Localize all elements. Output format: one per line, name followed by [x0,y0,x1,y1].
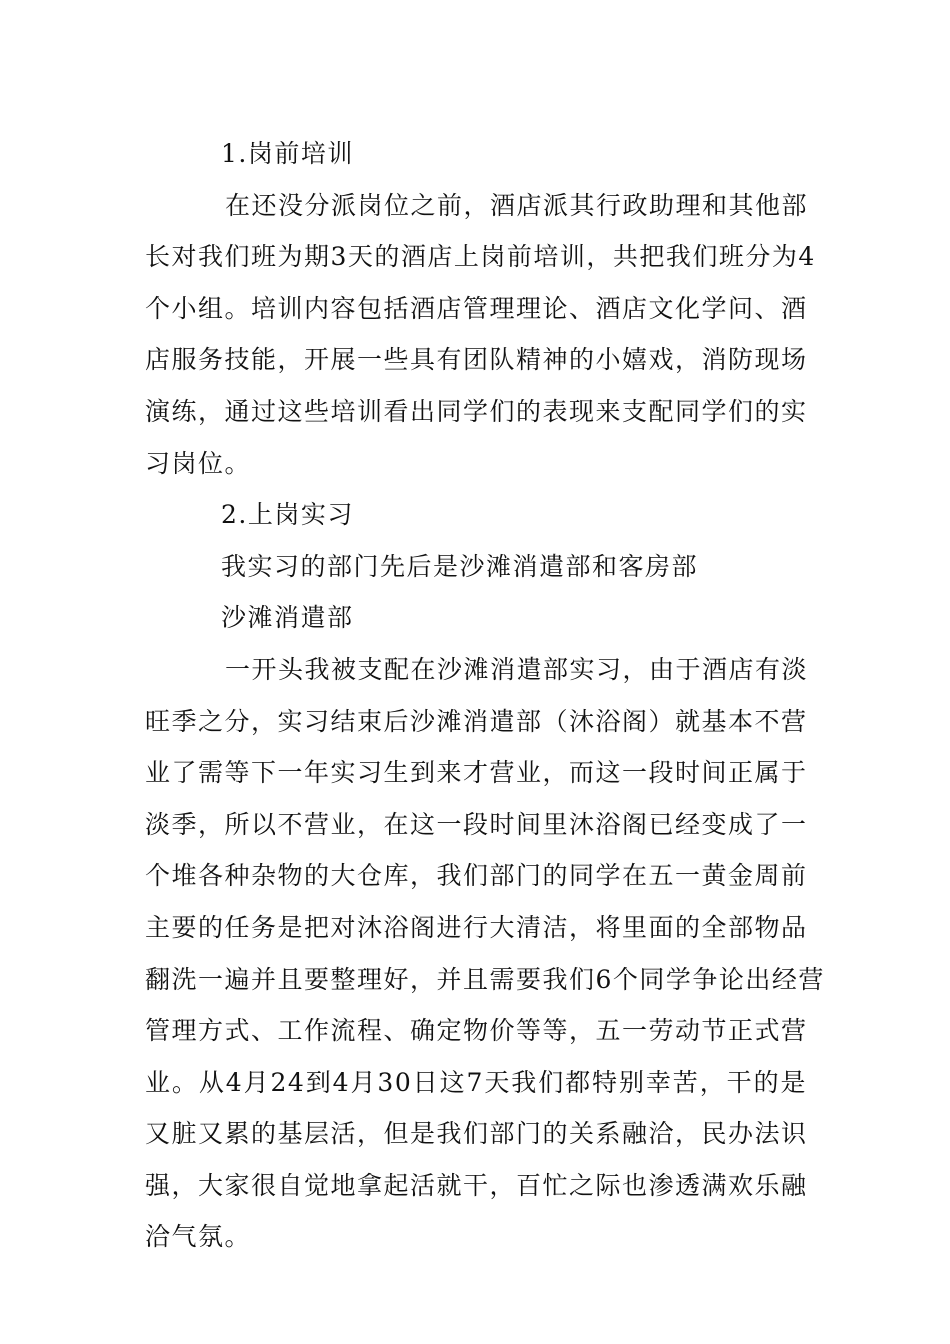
paragraph-line: 淡季，所以不营业，在这一段时间里沐浴阁已经变成了一 [145,809,808,839]
section-heading: 2.上岗实习 [221,500,354,530]
paragraph-line: 管理方式、工作流程、确定物价等等，五一劳动节正式营 [145,1016,808,1046]
paragraph-line: 演练，通过这些培训看出同学们的表现来支配同学们的实 [145,396,808,426]
paragraph-line: 旺季之分，实习结束后沙滩消遣部（沐浴阁）就基本不营 [145,706,808,736]
paragraph-line: 个小组。培训内容包括酒店管理理论、酒店文化学问、酒 [145,293,808,323]
paragraph-line: 在还没分派岗位之前，酒店派其行政助理和其他部 [225,190,809,220]
paragraph-line: 习岗位。 [145,448,252,478]
paragraph-line: 翻洗一遍并且要整理好，并且需要我们6个同学争论出经营 [145,964,825,994]
paragraph-line: 店服务技能，开展一些具有团队精神的小嬉戏，消防现场 [145,345,808,375]
subheading: 沙滩消遣部 [221,603,354,633]
paragraph-line: 业了需等下一年实习生到来才营业，而这一段时间正属于 [145,758,808,788]
document-body [145,128,825,1263]
paragraph-line: 强，大家很自觉地拿起活就干，百忙之际也渗透满欢乐融 [145,1170,808,1200]
intro-line: 我实习的部门先后是沙滩消遣部和客房部 [221,551,699,581]
paragraph-line: 个堆各种杂物的大仓库，我们部门的同学在五一黄金周前 [145,861,808,891]
paragraph-line: 洽气氛。 [145,1222,252,1252]
paragraph-line: 主要的任务是把对沐浴阁进行大清洁，将里面的全部物品 [145,912,808,942]
paragraph-line: 业。从4月24到4月30日这7天我们都特别幸苦，干的是 [145,1067,807,1097]
paragraph-line: 长对我们班为期3天的酒店上岗前培训，共把我们班分为4 [145,242,816,272]
paragraph-line: 又脏又累的基层活，但是我们部门的关系融洽，民办法识 [145,1119,808,1149]
paragraph-line: 一开头我被支配在沙滩消遣部实习，由于酒店有淡 [225,654,809,684]
section-heading: 1.岗前培训 [221,139,354,168]
